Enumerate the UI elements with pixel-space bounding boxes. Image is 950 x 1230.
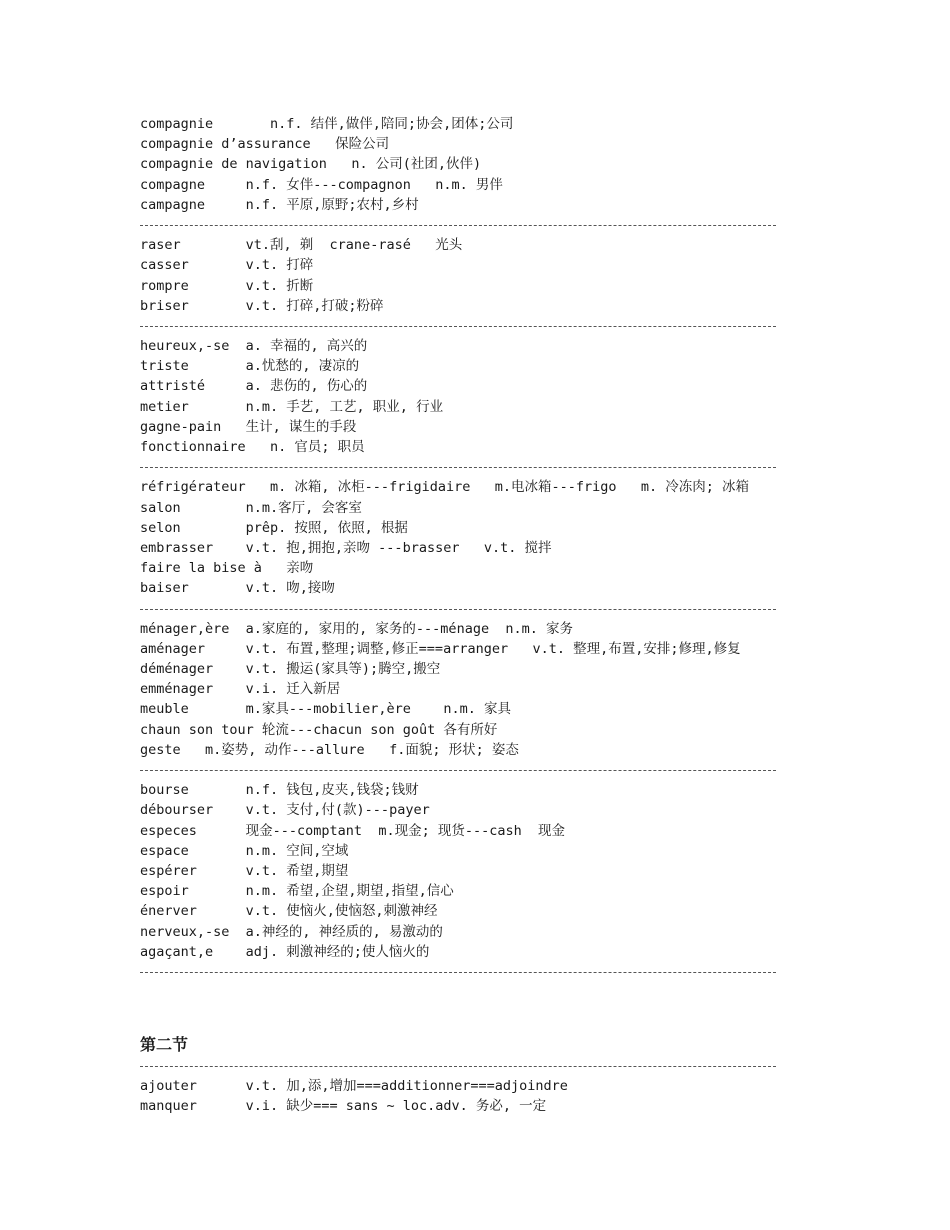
separator-line — [140, 215, 780, 235]
entry-menager: ménager,ère a.家庭的, 家用的, 家务的---ménage n.m. 家务 — [140, 620, 573, 637]
entry-metier: metier n.m. 手艺, 工艺, 职业, 行业 — [140, 398, 444, 415]
entry-compagnie-assurance: compagnie d’assurance 保险公司 — [140, 136, 390, 153]
separator-line — [140, 457, 780, 477]
entry-briser: briser v.t. 打碎,打破;粉碎 — [140, 297, 384, 314]
entry-selon: selon prêp. 按照, 依照, 根据 — [140, 519, 408, 536]
entry-raser: raser vt.刮, 剃 crane-rasé 光头 — [140, 237, 463, 254]
separator-line — [140, 760, 780, 780]
entry-salon: salon n.m.客厅, 会客室 — [140, 499, 362, 516]
entry-enerver: énerver v.t. 使恼火,使恼怒,刺激神经 — [140, 903, 438, 920]
entry-ajouter: ajouter v.t. 加,添,增加===additionner===adjoindre — [140, 1078, 568, 1095]
entry-attriste: attristé a. 悲伤的, 伤心的 — [140, 378, 368, 395]
entry-chaun-son-tour: chaun son tour 轮流---chacun son goût 各有所好 — [140, 721, 498, 738]
separator-line — [140, 1056, 780, 1076]
entry-manquer: manquer v.i. 缺少=== sans ~ loc.adv. 务必, 一定 — [140, 1098, 547, 1115]
entry-compagnie-navigation: compagnie de navigation n. 公司(社团,伙伴) — [140, 156, 482, 173]
separator-line — [140, 316, 780, 336]
entry-bourse: bourse n.f. 钱包,皮夹,钱袋;钱财 — [140, 782, 419, 799]
entry-demenager: déménager v.t. 搬运(家具等);腾空,搬空 — [140, 661, 441, 678]
section-heading: 第二节 — [140, 1035, 189, 1055]
entry-embrasser: embrasser v.t. 抱,拥抱,亲吻 ---brasser v.t. 搅拌 — [140, 539, 552, 556]
entry-esperer: espérer v.t. 希望,期望 — [140, 862, 349, 879]
entry-compagne: compagne n.f. 女伴---compagnon n.m. 男伴 — [140, 176, 503, 193]
separator-line — [140, 599, 780, 619]
entry-espace: espace n.m. 空间,空域 — [140, 842, 349, 859]
entry-especes: especes 现金---comptant m.现金; 现货---cash 现金 — [140, 822, 565, 839]
entry-triste: triste a.忧愁的, 凄凉的 — [140, 358, 360, 375]
entry-faire-la-bise: faire la bise à 亲吻 — [140, 560, 314, 577]
entry-gagne-pain: gagne-pain 生计, 谋生的手段 — [140, 418, 357, 435]
entry-fonctionnaire: fonctionnaire n. 官员; 职员 — [140, 439, 365, 455]
document-body — [140, 114, 780, 1117]
entry-geste: geste m.姿势, 动作---allure f.面貌; 形状; 姿态 — [140, 741, 519, 758]
entry-amenager: aménager v.t. 布置,整理;调整,修正===arranger v.t. 整理,布置,安排;修理,修复 — [140, 640, 741, 657]
entry-agacant: agaçant,e adj. 刺激神经的;使人恼火的 — [140, 943, 430, 960]
entry-heureux: heureux,-se a. 幸福的, 高兴的 — [140, 338, 368, 355]
entry-compagnie: compagnie n.f. 结伴,做伴,陪同;协会,团体;公司 — [140, 116, 514, 132]
entry-meuble: meuble m.家具---mobilier,ère n.m. 家具 — [140, 701, 511, 718]
entry-campagne: campagne n.f. 平原,原野;农村,乡村 — [140, 196, 419, 213]
entry-casser: casser v.t. 打碎 — [140, 257, 314, 274]
separator-line — [140, 962, 780, 982]
entry-rompre: rompre v.t. 折断 — [140, 277, 314, 294]
entry-baiser: baiser v.t. 吻,接吻 — [140, 580, 335, 597]
entry-refrigerateur: réfrigérateur m. 冰箱, 冰柜---frigidaire m.电冰箱---frigo m. 冷冻肉; 冰箱 — [140, 479, 750, 496]
entry-nerveux: nerveux,-se a.神经的, 神经质的, 易激动的 — [140, 923, 443, 940]
entry-espoir: espoir n.m. 希望,企望,期望,指望,信心 — [140, 883, 454, 900]
entry-emmenager: emménager v.i. 迁入新居 — [140, 681, 341, 698]
entry-debourser: débourser v.t. 支付,付(款)---payer — [140, 802, 430, 819]
